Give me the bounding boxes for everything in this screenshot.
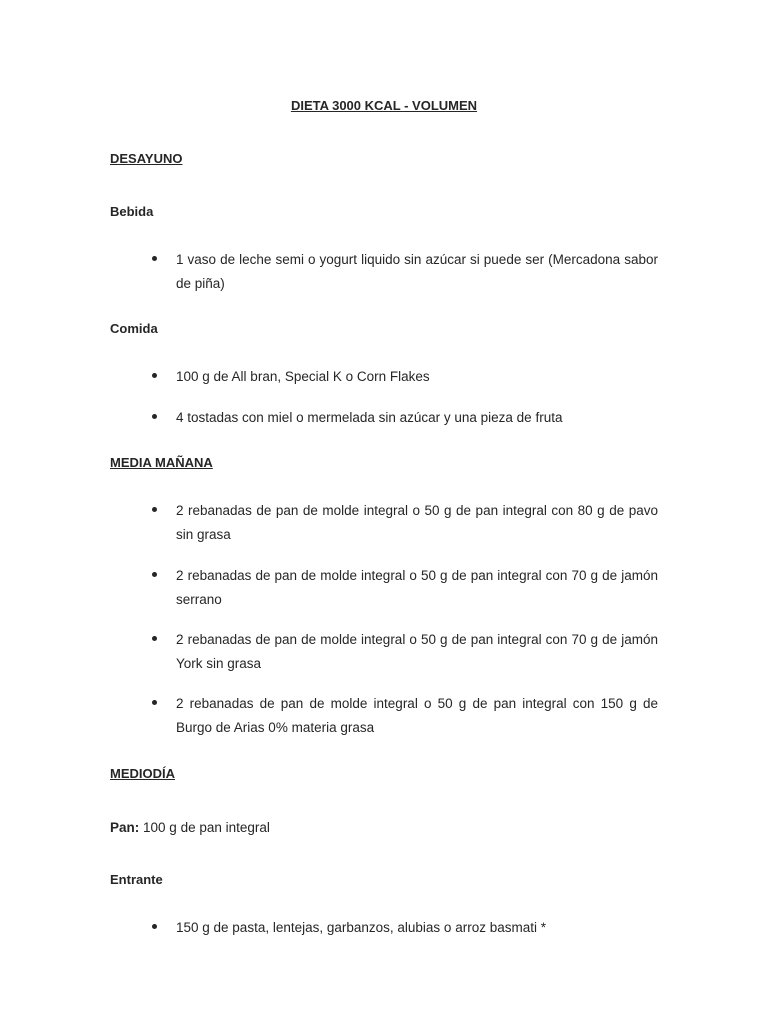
document-title: DIETA 3000 KCAL - VOLUMEN: [290, 98, 478, 113]
list-item: [150, 564, 658, 612]
bullet-icon: [152, 414, 157, 419]
list-item: [150, 248, 658, 296]
section-heading-desayuno: DESAYUNO: [110, 151, 183, 166]
bullet-icon: [152, 924, 157, 929]
list-item: [150, 499, 658, 547]
subheading-comida: Comida: [110, 321, 158, 336]
list-item: [150, 916, 658, 940]
bullet-icon: [152, 507, 157, 512]
bullet-icon: [152, 700, 157, 705]
list-item: [150, 365, 658, 389]
list-item-text: 4 tostadas con miel o mermelada sin azúcar y una pieza de fruta: [176, 410, 563, 425]
list-item-text: 2 rebanadas de pan de molde integral o 50 g de pan integral con 80 g de pavo sin grasa: [176, 503, 658, 542]
bullet-icon: [152, 256, 157, 261]
section-heading-media-manana: MEDIA MAÑANA: [110, 455, 213, 470]
list-item-text: 2 rebanadas de pan de molde integral o 50 g de pan integral con 70 g de jamón serrano: [176, 568, 658, 607]
list-item-text: 1 vaso de leche semi o yogurt liquido sin azúcar si puede ser (Mercadona sabor de piña): [176, 252, 658, 291]
subheading-bebida: Bebida: [110, 204, 154, 219]
pan-line: [110, 819, 270, 837]
pan-value: 100 g de pan integral: [143, 820, 270, 835]
bullet-icon: [152, 572, 157, 577]
list-item-text: 2 rebanadas de pan de molde integral o 50 g de pan integral con 150 g de Burgo de Arias 0% materia grasa: [176, 696, 658, 735]
pan-label: Pan:: [110, 820, 140, 835]
list-item-text: 100 g de All bran, Special K o Corn Flakes: [176, 369, 430, 384]
list-item: [150, 692, 658, 740]
bullet-icon: [152, 373, 157, 378]
bullet-icon: [152, 636, 157, 641]
list-item: [150, 406, 658, 430]
list-item-text: 2 rebanadas de pan de molde integral o 50 g de pan integral con 70 g de jamón York sin grasa: [176, 632, 658, 671]
list-item-text: 150 g de pasta, lentejas, garbanzos, alubias o arroz basmati *: [176, 920, 546, 935]
list-item: [150, 628, 658, 676]
section-heading-mediodia: MEDIODÍA: [110, 766, 175, 781]
subheading-entrante: Entrante: [110, 872, 163, 887]
